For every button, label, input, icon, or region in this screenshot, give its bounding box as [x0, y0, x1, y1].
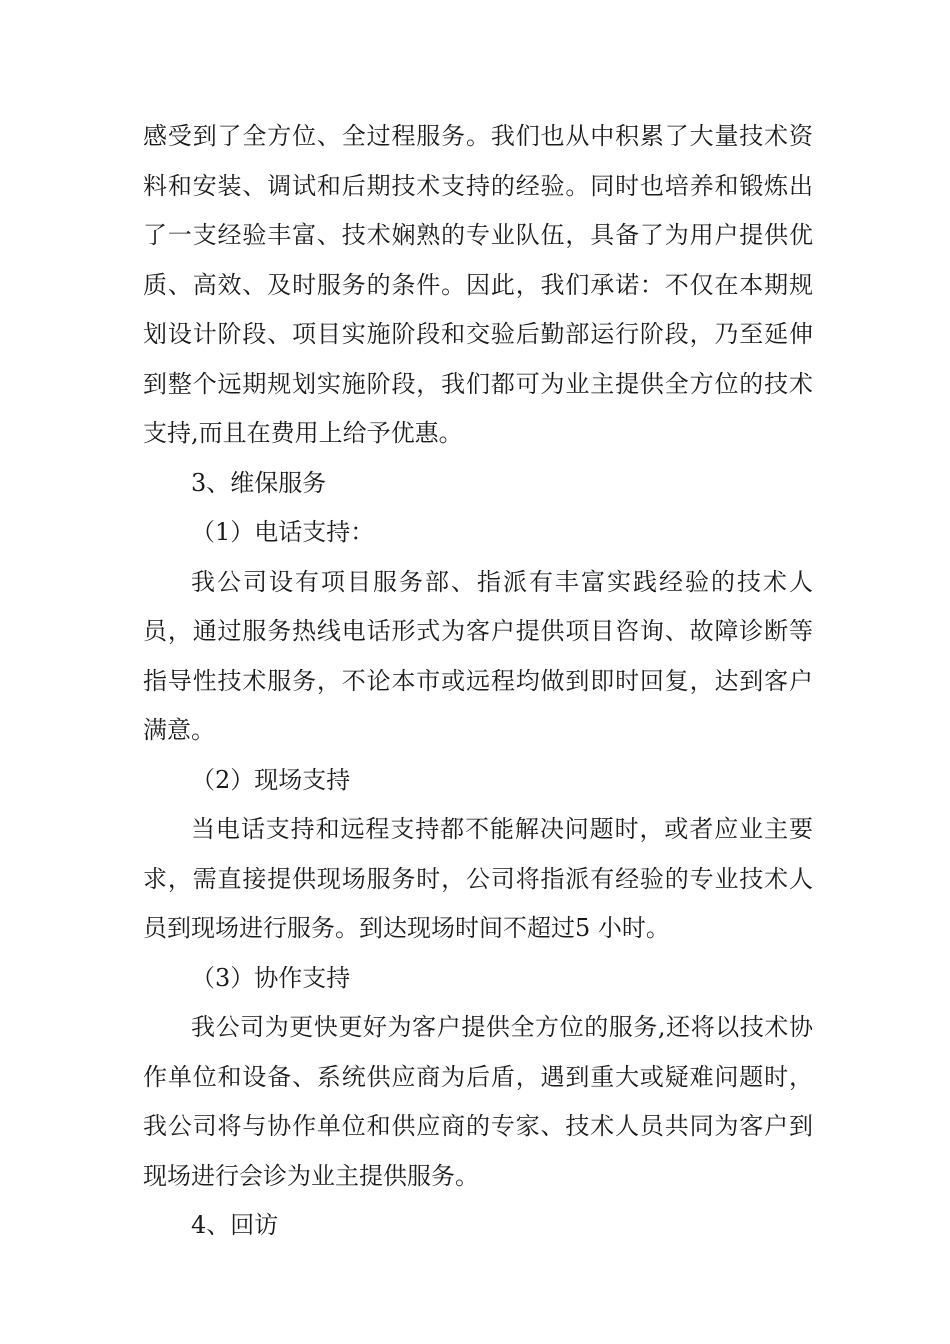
body-paragraph: 当电话支持和远程支持都不能解决问题时，或者应业主要求，需直接提供现场服务时，公司将指派有经验的专业技术人员到现场进行服务。到达现场时间不超过5 小时。	[143, 815, 813, 942]
body-paragraph: 感受到了全方位、全过程服务。我们也从中积累了大量技术资料和安装、调试和后期技术支持的经验。同时也培养和锻炼出了一支经验丰富、技术娴熟的专业队伍，具备了为用户提供优质、高效、及时服务的条件。因此，我们承诺：不仅在本期规划设计阶段、项目实施阶段和交验后勤部运行阶段，乃至延伸到整个远期规划实施阶段，我们都可为业主提供全方位的技术支持,而且在费用上给予优惠。	[143, 122, 813, 447]
body-paragraph: 我公司为更快更好为客户提供全方位的服务,还将以技术协作单位和设备、系统供应商为后盾，遇到重大或疑难问题时，我公司将与协作单位和供应商的专家、技术人员共同为客户到现场进行会诊为业主提供服务。	[143, 1013, 813, 1190]
document-body	[143, 112, 813, 1251]
subsection-heading-onsite-support: （2）现场支持	[191, 765, 351, 794]
subsection-heading-collaboration-support: （3）协作支持	[191, 963, 351, 992]
subsection-heading-phone-support: （1）电话支持：	[191, 518, 375, 546]
section-heading-return-visit: 4、回访	[191, 1211, 279, 1239]
section-heading-maintenance-service: 3、维保服务	[191, 468, 327, 497]
body-paragraph: 我公司设有项目服务部、指派有丰富实践经验的技术人员，通过服务热线电话形式为客户提供项目咨询、故障诊断等指导性技术服务，不论本市或远程均做到即时回复，达到客户满意。	[143, 567, 813, 744]
